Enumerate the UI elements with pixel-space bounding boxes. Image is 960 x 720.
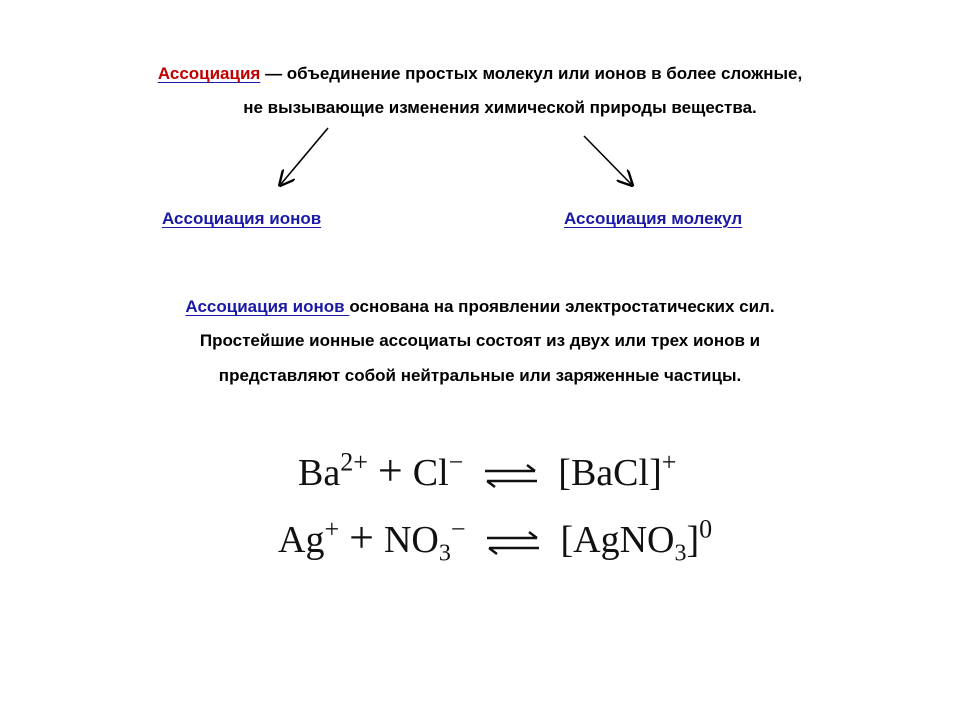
arrow-right [584,136,631,184]
charge-ag: + [324,514,340,544]
charge-ba: 2+ [340,447,368,477]
product-close-bracket: ] [686,519,700,561]
paragraph-line-3: представляют собой нейтральные или заряженные частицы. [218,366,742,385]
term-association[interactable]: Ассоциация [157,64,261,83]
subscript-product-3: 3 [674,540,687,567]
plus-sign: + [349,513,374,562]
paragraph-rest: основана на проявлении электростатических сил. [349,297,775,316]
charge-cl: − [448,447,464,477]
product-agno: [AgNO [560,519,675,561]
charge-no3: − [450,514,466,544]
equation-ag-no3 [278,512,713,567]
arrow-left [281,128,328,184]
equilibrium-arrow-icon [483,529,543,557]
subscript-no3: 3 [438,540,451,567]
link-ion-association[interactable]: Ассоциация ионов [162,209,322,228]
reactant-ag: Ag [278,519,325,561]
definition-line-2: не вызывающие изменения химической природы вещества. [243,98,757,117]
reactant-cl: Cl [412,452,449,494]
charge-bacl: + [661,447,677,477]
equilibrium-arrow-icon [481,462,541,490]
paragraph-line-1 [0,297,960,317]
equation-ba-cl [298,445,676,496]
plus-sign: + [377,446,403,495]
definition-text: — объединение простых молекул или ионов в более сложные, [260,64,803,83]
link-molecule-association[interactable]: Ассоциация молекул [564,209,743,228]
paragraph-line-2: Простейшие ионные ассоциаты состоят из двух или трех ионов и [199,331,761,350]
link-ion-association-inline[interactable]: Ассоциация ионов [185,297,350,316]
reactant-ba: Ba [298,452,341,494]
charge-agno3: 0 [699,514,713,544]
reactant-no: NO [383,519,439,561]
product-bacl: [BaCl] [558,452,662,494]
